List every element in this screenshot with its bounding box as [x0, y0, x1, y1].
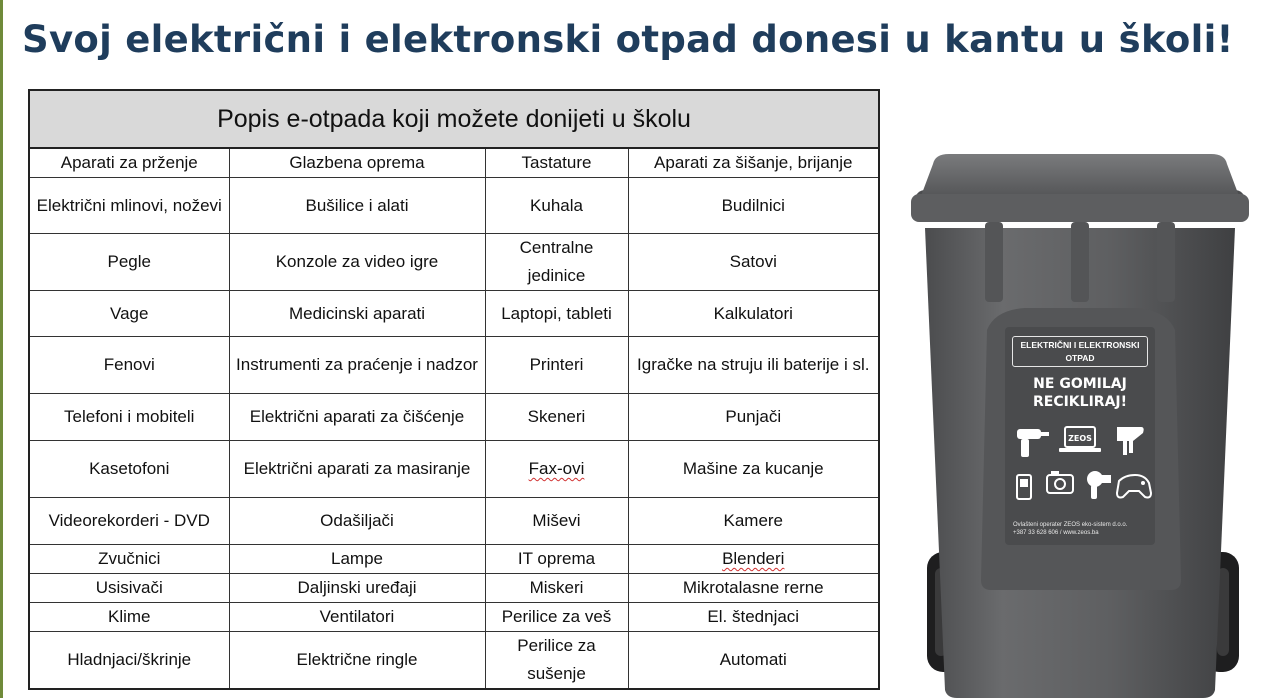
sticker-footer	[1013, 521, 1153, 537]
slogan-line2: RECIKLIRAJ!	[1032, 394, 1127, 410]
table-row	[29, 291, 879, 337]
laptop-icon	[1059, 427, 1101, 452]
table-cell: Tastature	[485, 148, 628, 178]
sticker-icon-group	[1005, 419, 1155, 519]
table-cell: Električne ringle	[229, 632, 485, 690]
table-cell: Električni aparati za čišćenje	[229, 394, 485, 441]
table-cell: Konzole za video igre	[229, 234, 485, 291]
table-cell: Odašiljači	[229, 498, 485, 545]
table-cell: Miševi	[485, 498, 628, 545]
table-cell: Zvučnici	[29, 545, 229, 574]
table-cell: Ventilatori	[229, 603, 485, 632]
table-cell: Telefoni i mobiteli	[29, 394, 229, 441]
table-cell: Perilice za sušenje	[485, 632, 628, 690]
table-cell: Fenovi	[29, 337, 229, 394]
hairdryer-icon	[1087, 471, 1111, 499]
table-cell: Aparati za prženje	[29, 148, 229, 178]
table-cell: Aparati za šišanje, brijanje	[628, 148, 879, 178]
table-cell: Mašine za kucanje	[628, 441, 879, 498]
left-accent-bar	[0, 0, 3, 698]
slogan-line1: NE GOMILAJ	[1033, 376, 1127, 392]
table-row	[29, 337, 879, 394]
table-cell: Kamere	[628, 498, 879, 545]
table-cell: Printeri	[485, 337, 628, 394]
table-cell: Instrumenti za praćenje i nadzor	[229, 337, 485, 394]
table-row	[29, 148, 879, 178]
table-row	[29, 394, 879, 441]
table-cell: Hladnjaci/škrinje	[29, 632, 229, 690]
table-cell: Kuhala	[485, 178, 628, 234]
phone-icon	[1017, 475, 1031, 499]
table-cell: Kasetofoni	[29, 441, 229, 498]
table-cell: Igračke na struju ili baterije i sl.	[628, 337, 879, 394]
mixer-icon	[1117, 427, 1144, 455]
table-cell: Centralne jedinice	[485, 234, 628, 291]
table-row	[29, 603, 879, 632]
recycling-sticker	[1005, 327, 1155, 545]
table-cell: Bušilice i alati	[229, 178, 485, 234]
table-cell: Fax-ovi	[485, 441, 628, 498]
sticker-slogan	[1005, 375, 1155, 411]
table-row	[29, 178, 879, 234]
camera-icon	[1047, 471, 1073, 493]
table-row	[29, 632, 879, 690]
table-cell: Daljinski uređaji	[229, 574, 485, 603]
table-cell: Skeneri	[485, 394, 628, 441]
sticker-heading-line1: ELEKTRIČNI I ELEKTRONSKI	[1020, 340, 1140, 350]
table-cell: Kalkulatori	[628, 291, 879, 337]
table-cell: Automati	[628, 632, 879, 690]
table-cell: Miskeri	[485, 574, 628, 603]
table-cell: Satovi	[628, 234, 879, 291]
sticker-heading	[1012, 336, 1148, 367]
table-cell: Vage	[29, 291, 229, 337]
table-cell: Električni mlinovi, noževi	[29, 178, 229, 234]
drill-icon	[1017, 429, 1049, 457]
table-cell: Budilnici	[628, 178, 879, 234]
table-cell: Medicinski aparati	[229, 291, 485, 337]
gamepad-icon	[1117, 475, 1151, 498]
sticker-heading-line2: OTPAD	[1065, 353, 1095, 363]
table-row	[29, 574, 879, 603]
table-cell: Klime	[29, 603, 229, 632]
table-cell: Blenderi	[628, 545, 879, 574]
table-cell: Perilice za veš	[485, 603, 628, 632]
footer-line1: Ovlašteni operater ZEOS eko-sistem d.o.o.	[1013, 522, 1128, 528]
table-cell: Punjači	[628, 394, 879, 441]
table-cell: Laptopi, tableti	[485, 291, 628, 337]
table-cell: Lampe	[229, 545, 485, 574]
table-header: Popis e-otpada koji možete donijeti u školu	[29, 90, 879, 148]
table-cell: IT oprema	[485, 545, 628, 574]
table-cell: El. štednjaci	[628, 603, 879, 632]
table-cell: Usisivači	[29, 574, 229, 603]
laptop-label: ZEOS	[1068, 434, 1092, 443]
table-cell: Videorekorderi - DVD	[29, 498, 229, 545]
footer-line2: +387 33 628 606 / www.zeos.ba	[1013, 530, 1099, 536]
table-cell: Glazbena oprema	[229, 148, 485, 178]
page-title: Svoj električni i elektronski otpad donesi u kantu u školi!	[22, 18, 1234, 61]
table-row	[29, 441, 879, 498]
e-waste-table	[28, 89, 880, 690]
table-row	[29, 498, 879, 545]
table-cell: Mikrotalasne rerne	[628, 574, 879, 603]
table-row	[29, 234, 879, 291]
table-cell: Električni aparati za masiranje	[229, 441, 485, 498]
table-row	[29, 545, 879, 574]
table-cell: Pegle	[29, 234, 229, 291]
